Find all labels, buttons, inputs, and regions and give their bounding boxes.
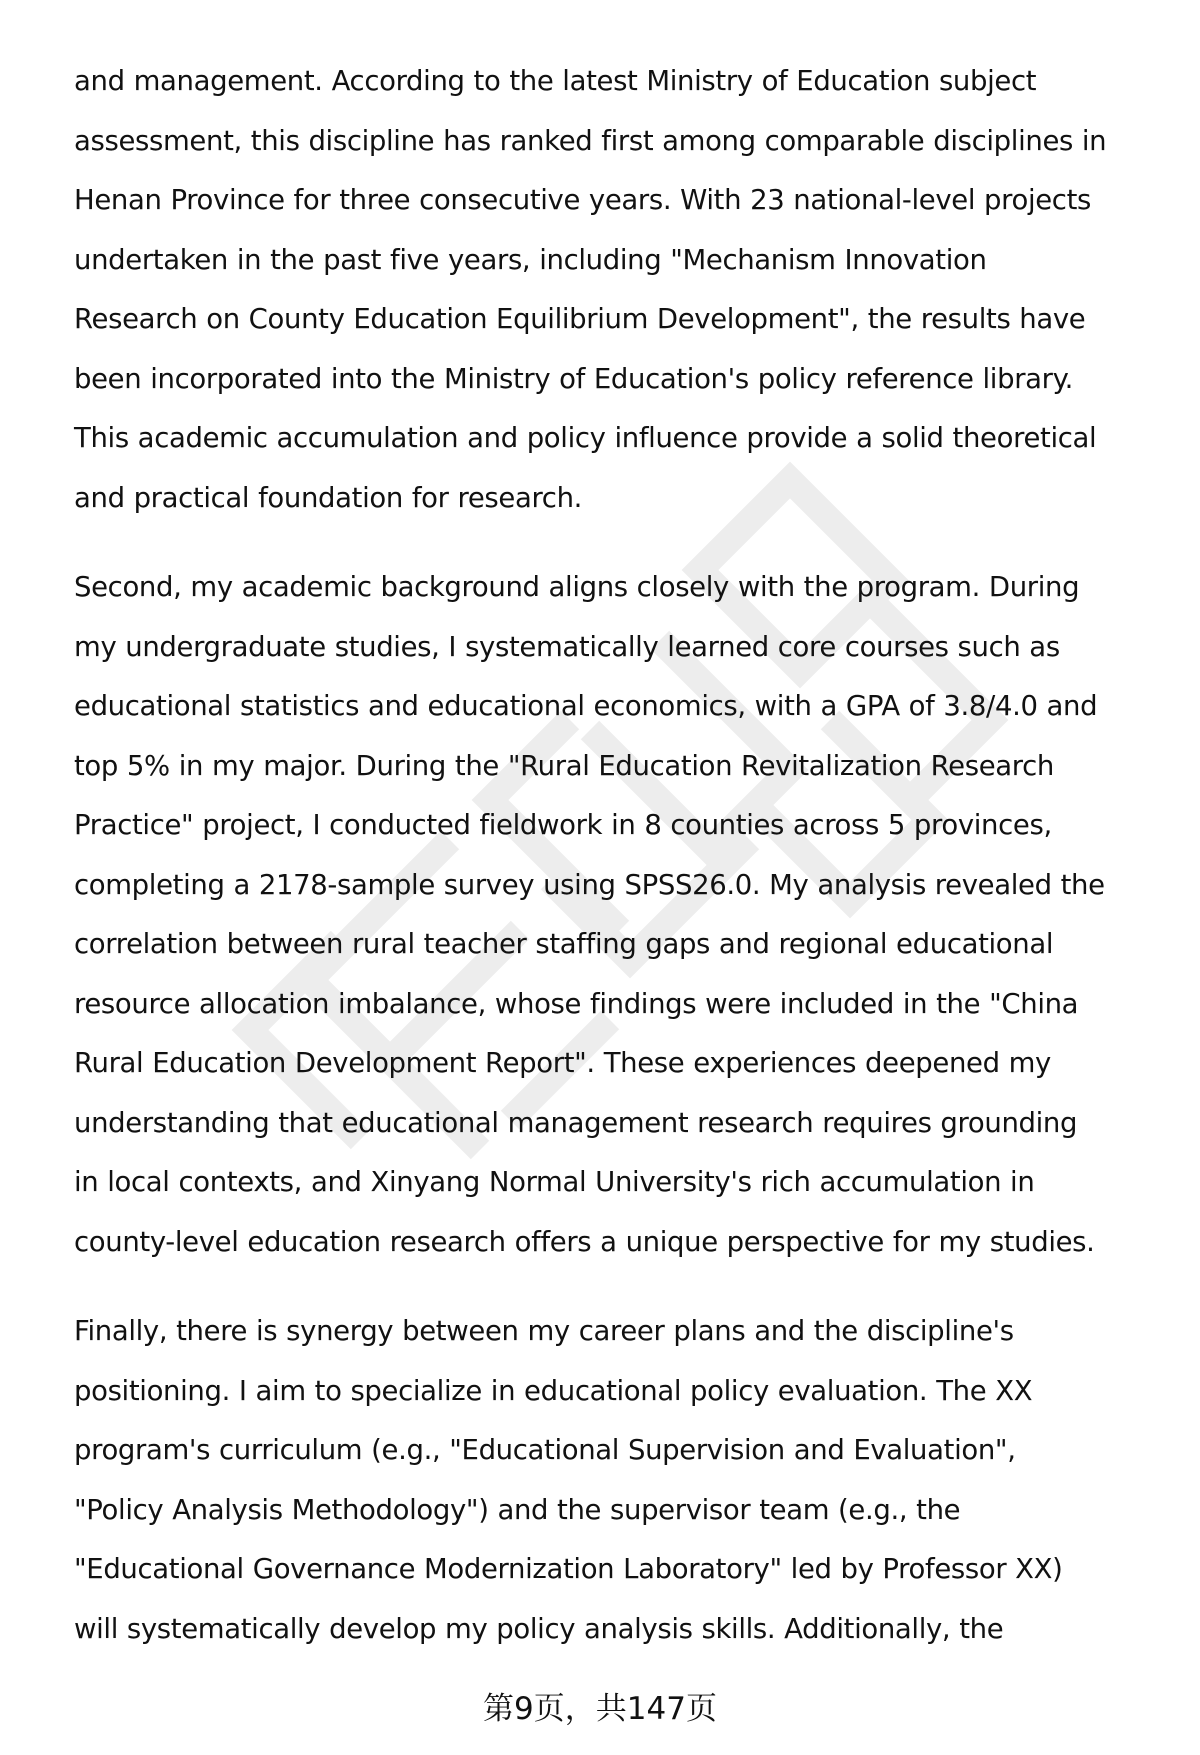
text-line: county-level education research offers a unique perspective for my studies. xyxy=(74,1225,1095,1258)
text-line: completing a 2178-sample survey using SPSS26.0. My analysis revealed the xyxy=(74,868,1105,901)
paragraph xyxy=(74,52,1154,528)
text-line: and practical foundation for research. xyxy=(74,481,583,514)
text-line: "Policy Analysis Methodology") and the supervisor team (e.g., the xyxy=(74,1493,961,1526)
text-line: "Educational Governance Modernization Laboratory" led by Professor XX) xyxy=(74,1553,1063,1585)
text-line: Finally, there is synergy between my career plans and the discipline's xyxy=(74,1315,1014,1347)
text-line: Practice" project, I conducted fieldwork in 8 counties across 5 provinces, xyxy=(74,809,1052,841)
paragraph xyxy=(74,1302,1154,1659)
paragraph-gap xyxy=(74,1272,1154,1302)
text-line: Research on County Education Equilibrium Development", the results have xyxy=(74,303,1086,335)
document-body xyxy=(74,52,1154,1659)
text-line: program's curriculum (e.g., "Educational Supervision and Evaluation", xyxy=(74,1434,1016,1466)
text-line: Second, my academic background aligns closely with the program. During xyxy=(74,571,1080,603)
text-line: resource allocation imbalance, whose findings were included in the "China xyxy=(74,987,1079,1020)
text-line: understanding that educational management research requires grounding xyxy=(74,1106,1078,1139)
text-line: positioning. I aim to specialize in educational policy evaluation. The XX xyxy=(74,1374,1033,1407)
text-line: undertaken in the past five years, including "Mechanism Innovation xyxy=(74,243,987,276)
text-line: top 5% in my major. During the "Rural Education Revitalization Research xyxy=(74,749,1054,782)
paragraph-gap xyxy=(74,528,1154,558)
text-line: in local contexts, and Xinyang Normal University's rich accumulation in xyxy=(74,1166,1035,1198)
text-line: correlation between rural teacher staffing gaps and regional educational xyxy=(74,928,1054,960)
paragraph xyxy=(74,558,1154,1272)
text-line: assessment, this discipline has ranked first among comparable disciplines in xyxy=(74,124,1107,157)
text-line: This academic accumulation and policy influence provide a solid theoretical xyxy=(74,422,1097,454)
text-line: educational statistics and educational economics, with a GPA of 3.8/4.0 and xyxy=(74,690,1098,722)
text-line: will systematically develop my policy analysis skills. Additionally, the xyxy=(74,1612,1004,1645)
text-line: been incorporated into the Ministry of Education's policy reference library. xyxy=(74,362,1074,395)
page-number-indicator: 第9页，共147页 xyxy=(483,1691,717,1727)
text-line: Henan Province for three consecutive years. With 23 national-level projects xyxy=(74,184,1091,216)
text-line: my undergraduate studies, I systematically learned core courses such as xyxy=(74,630,1060,663)
text-line: and management. According to the latest Ministry of Education subject xyxy=(74,65,1037,97)
text-line: Rural Education Development Report". These experiences deepened my xyxy=(74,1047,1051,1079)
